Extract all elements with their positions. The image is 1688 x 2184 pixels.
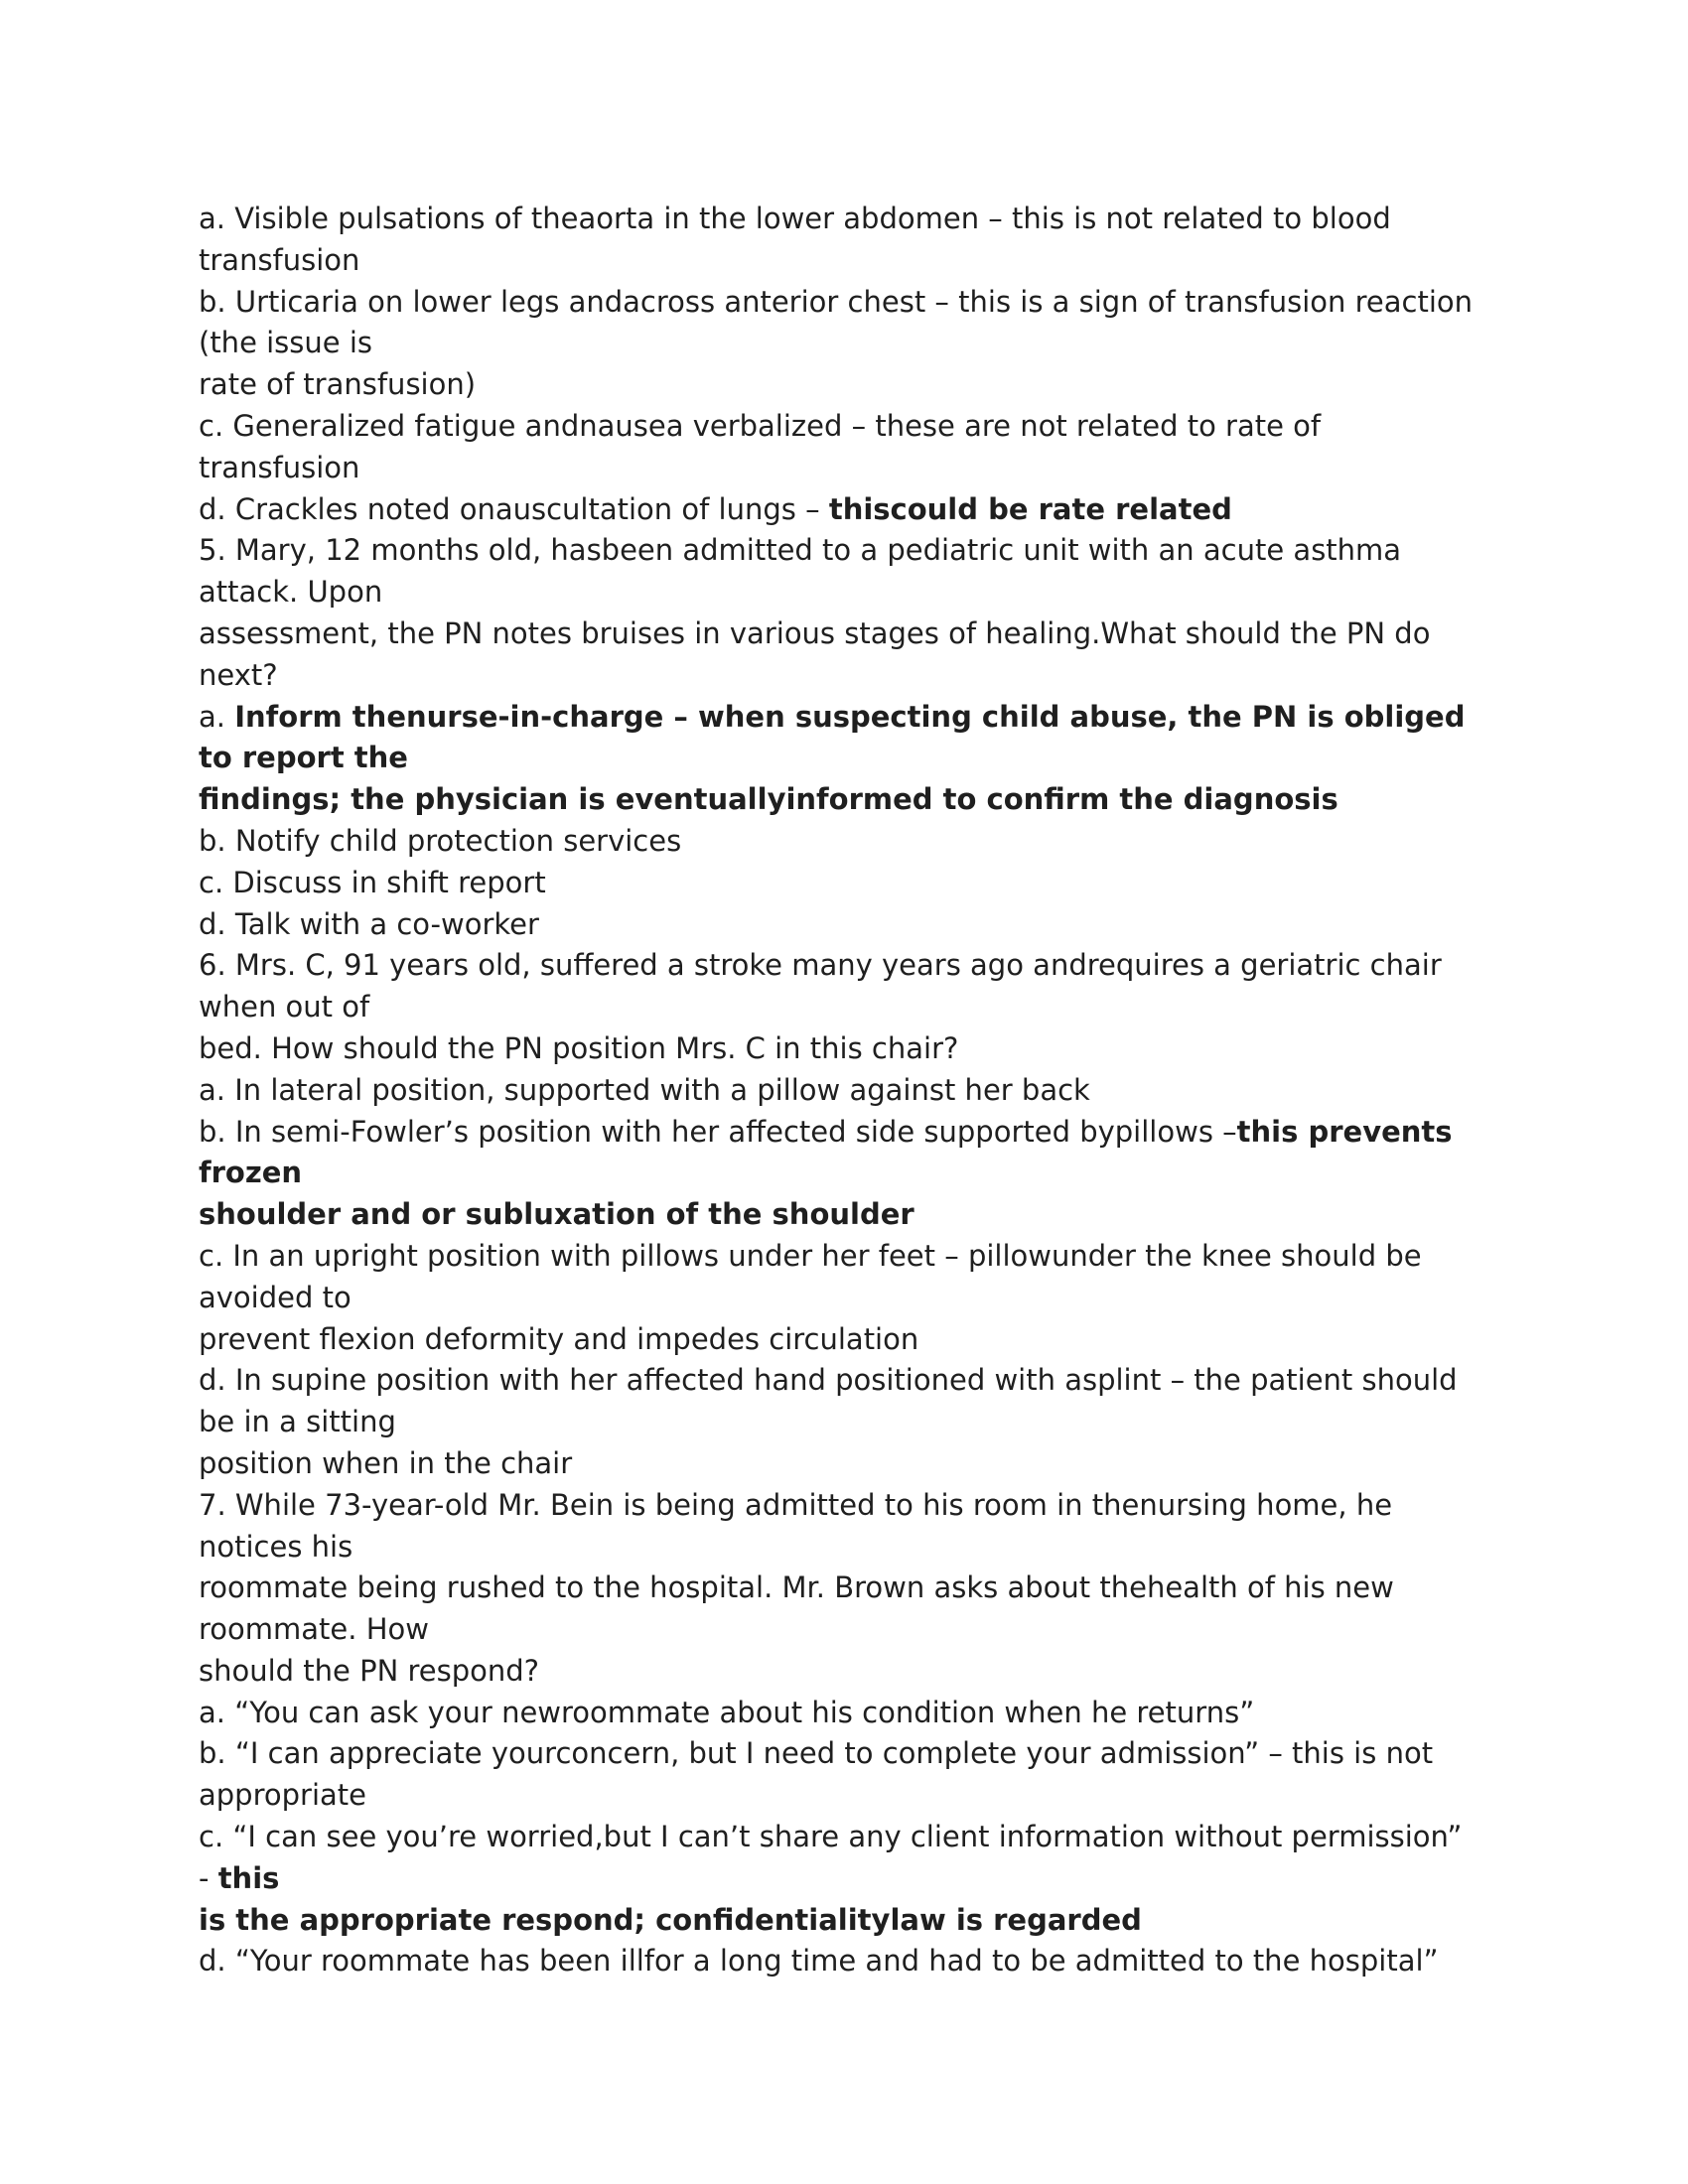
text-line: [199, 945, 1499, 987]
text-bold: is the appropriate respond; confidentialitylaw is regarded: [199, 1902, 1142, 1937]
text-normal: b. Notify child protection services: [199, 823, 682, 858]
text-normal: 5. Mary, 12 months old, hasbeen admitted to a pediatric unit with an acute asthma: [199, 533, 1402, 568]
text-normal: 6. Mrs. C, 91 years old, suffered a stroke many years ago andrequires a geriatric chair: [199, 948, 1442, 983]
text-line: [199, 406, 1499, 448]
text-line: [199, 738, 1499, 779]
text-line: [199, 1941, 1499, 1982]
text-bold: thiscould be rate related: [828, 491, 1232, 526]
text-normal: d. Talk with a co-worker: [199, 906, 539, 941]
text-line: [199, 1194, 1499, 1236]
text-normal: -: [199, 1860, 218, 1895]
text-normal: b. In semi-Fowler’s position with her affected side supported bypillows –: [199, 1114, 1237, 1149]
text-line: [199, 364, 1499, 406]
text-normal: a. In lateral position, supported with a pillow against her back: [199, 1072, 1090, 1107]
text-line: [199, 489, 1499, 531]
text-line: [199, 655, 1499, 697]
text-line: [199, 1817, 1499, 1858]
text-line: [199, 1609, 1499, 1651]
document-page: [199, 199, 1499, 1982]
text-line: [199, 1070, 1499, 1112]
text-normal: when out of: [199, 990, 370, 1024]
text-normal: a.: [199, 699, 235, 734]
text-line: [199, 1319, 1499, 1361]
text-normal: a. Visible pulsations of theaorta in the lower abdomen – this is not related to blood: [199, 202, 1391, 235]
text-line: [199, 904, 1499, 946]
text-line: [199, 614, 1499, 655]
text-normal: rate of transfusion): [199, 367, 477, 402]
text-line: [199, 1775, 1499, 1817]
text-normal: b. “I can appreciate yourconcern, but I need to complete your admission” – this is not: [199, 1736, 1434, 1771]
text-line: [199, 1733, 1499, 1775]
text-line: [199, 1360, 1499, 1402]
text-normal: position when in the chair: [199, 1445, 573, 1480]
text-line: [199, 1443, 1499, 1485]
text-normal: next?: [199, 657, 278, 692]
text-normal: appropriate: [199, 1778, 366, 1813]
text-normal: attack. Upon: [199, 575, 383, 610]
text-normal: transfusion: [199, 242, 360, 277]
text-normal: d. In supine position with her affected hand positioned with asplint – the patient should: [199, 1363, 1458, 1398]
text-line: [199, 1858, 1499, 1900]
text-normal: be in a sitting: [199, 1405, 396, 1439]
text-bold: Inform thenurse-in-charge – when suspecting child abuse, the PN is obliged: [234, 699, 1466, 734]
text-normal: transfusion: [199, 450, 360, 484]
text-line: [199, 1112, 1499, 1154]
text-bold: this prevents: [1236, 1114, 1453, 1149]
text-line: [199, 1153, 1499, 1194]
text-normal: avoided to: [199, 1280, 352, 1314]
text-normal: c. Generalized fatigue andnausea verbalized – these are not related to rate of: [199, 408, 1322, 443]
text-line: [199, 530, 1499, 572]
text-line: [199, 240, 1499, 282]
text-bold: to report the: [199, 741, 408, 775]
text-bold: shoulder and or subluxation of the shoulder: [199, 1197, 914, 1232]
text-line: [199, 572, 1499, 614]
text-line: [199, 697, 1499, 739]
text-line: [199, 779, 1499, 821]
text-line: [199, 1693, 1499, 1734]
text-normal: c. In an upright position with pillows under her feet – pillowunder the knee should be: [199, 1238, 1422, 1273]
text-normal: should the PN respond?: [199, 1653, 540, 1688]
text-line: [199, 1278, 1499, 1319]
text-normal: (the issue is: [199, 326, 373, 360]
text-line: [199, 821, 1499, 863]
text-normal: notices his: [199, 1529, 353, 1564]
text-line: [199, 199, 1499, 240]
text-bold: findings; the physician is eventuallyinformed to confirm the diagnosis: [199, 782, 1338, 817]
text-normal: roommate being rushed to the hospital. Mr. Brown asks about thehealth of his new: [199, 1570, 1394, 1605]
text-normal: roommate. How: [199, 1612, 429, 1647]
text-line: [199, 1485, 1499, 1527]
text-line: [199, 282, 1499, 324]
text-line: [199, 1527, 1499, 1569]
text-normal: a. “You can ask your newroommate about his condition when he returns”: [199, 1695, 1255, 1729]
text-normal: c. “I can see you’re worried,but I can’t share any client information without permission”: [199, 1820, 1463, 1854]
text-line: [199, 1900, 1499, 1942]
text-bold: this: [217, 1860, 280, 1895]
text-line: [199, 1568, 1499, 1609]
text-line: [199, 1028, 1499, 1070]
text-normal: d. “Your roommate has been illfor a long time and had to be admitted to the hospital”: [199, 1944, 1439, 1979]
text-normal: d. Crackles noted onauscultation of lungs –: [199, 491, 829, 526]
text-normal: bed. How should the PN position Mrs. C in this chair?: [199, 1030, 959, 1065]
text-line: [199, 863, 1499, 904]
text-line: [199, 323, 1499, 364]
text-bold: frozen: [199, 1156, 303, 1190]
text-normal: prevent flexion deformity and impedes circulation: [199, 1321, 919, 1356]
text-normal: assessment, the PN notes bruises in various stages of healing.What should the PN do: [199, 615, 1431, 650]
text-line: [199, 987, 1499, 1028]
text-normal: 7. While 73-year-old Mr. Bein is being admitted to his room in thenursing home, he: [199, 1487, 1393, 1522]
text-normal: c. Discuss in shift report: [199, 865, 546, 899]
text-line: [199, 1402, 1499, 1443]
text-line: [199, 1236, 1499, 1278]
text-normal: b. Urticaria on lower legs andacross anterior chest – this is a sign of transfusion reaction: [199, 284, 1474, 319]
text-line: [199, 448, 1499, 489]
text-line: [199, 1651, 1499, 1693]
